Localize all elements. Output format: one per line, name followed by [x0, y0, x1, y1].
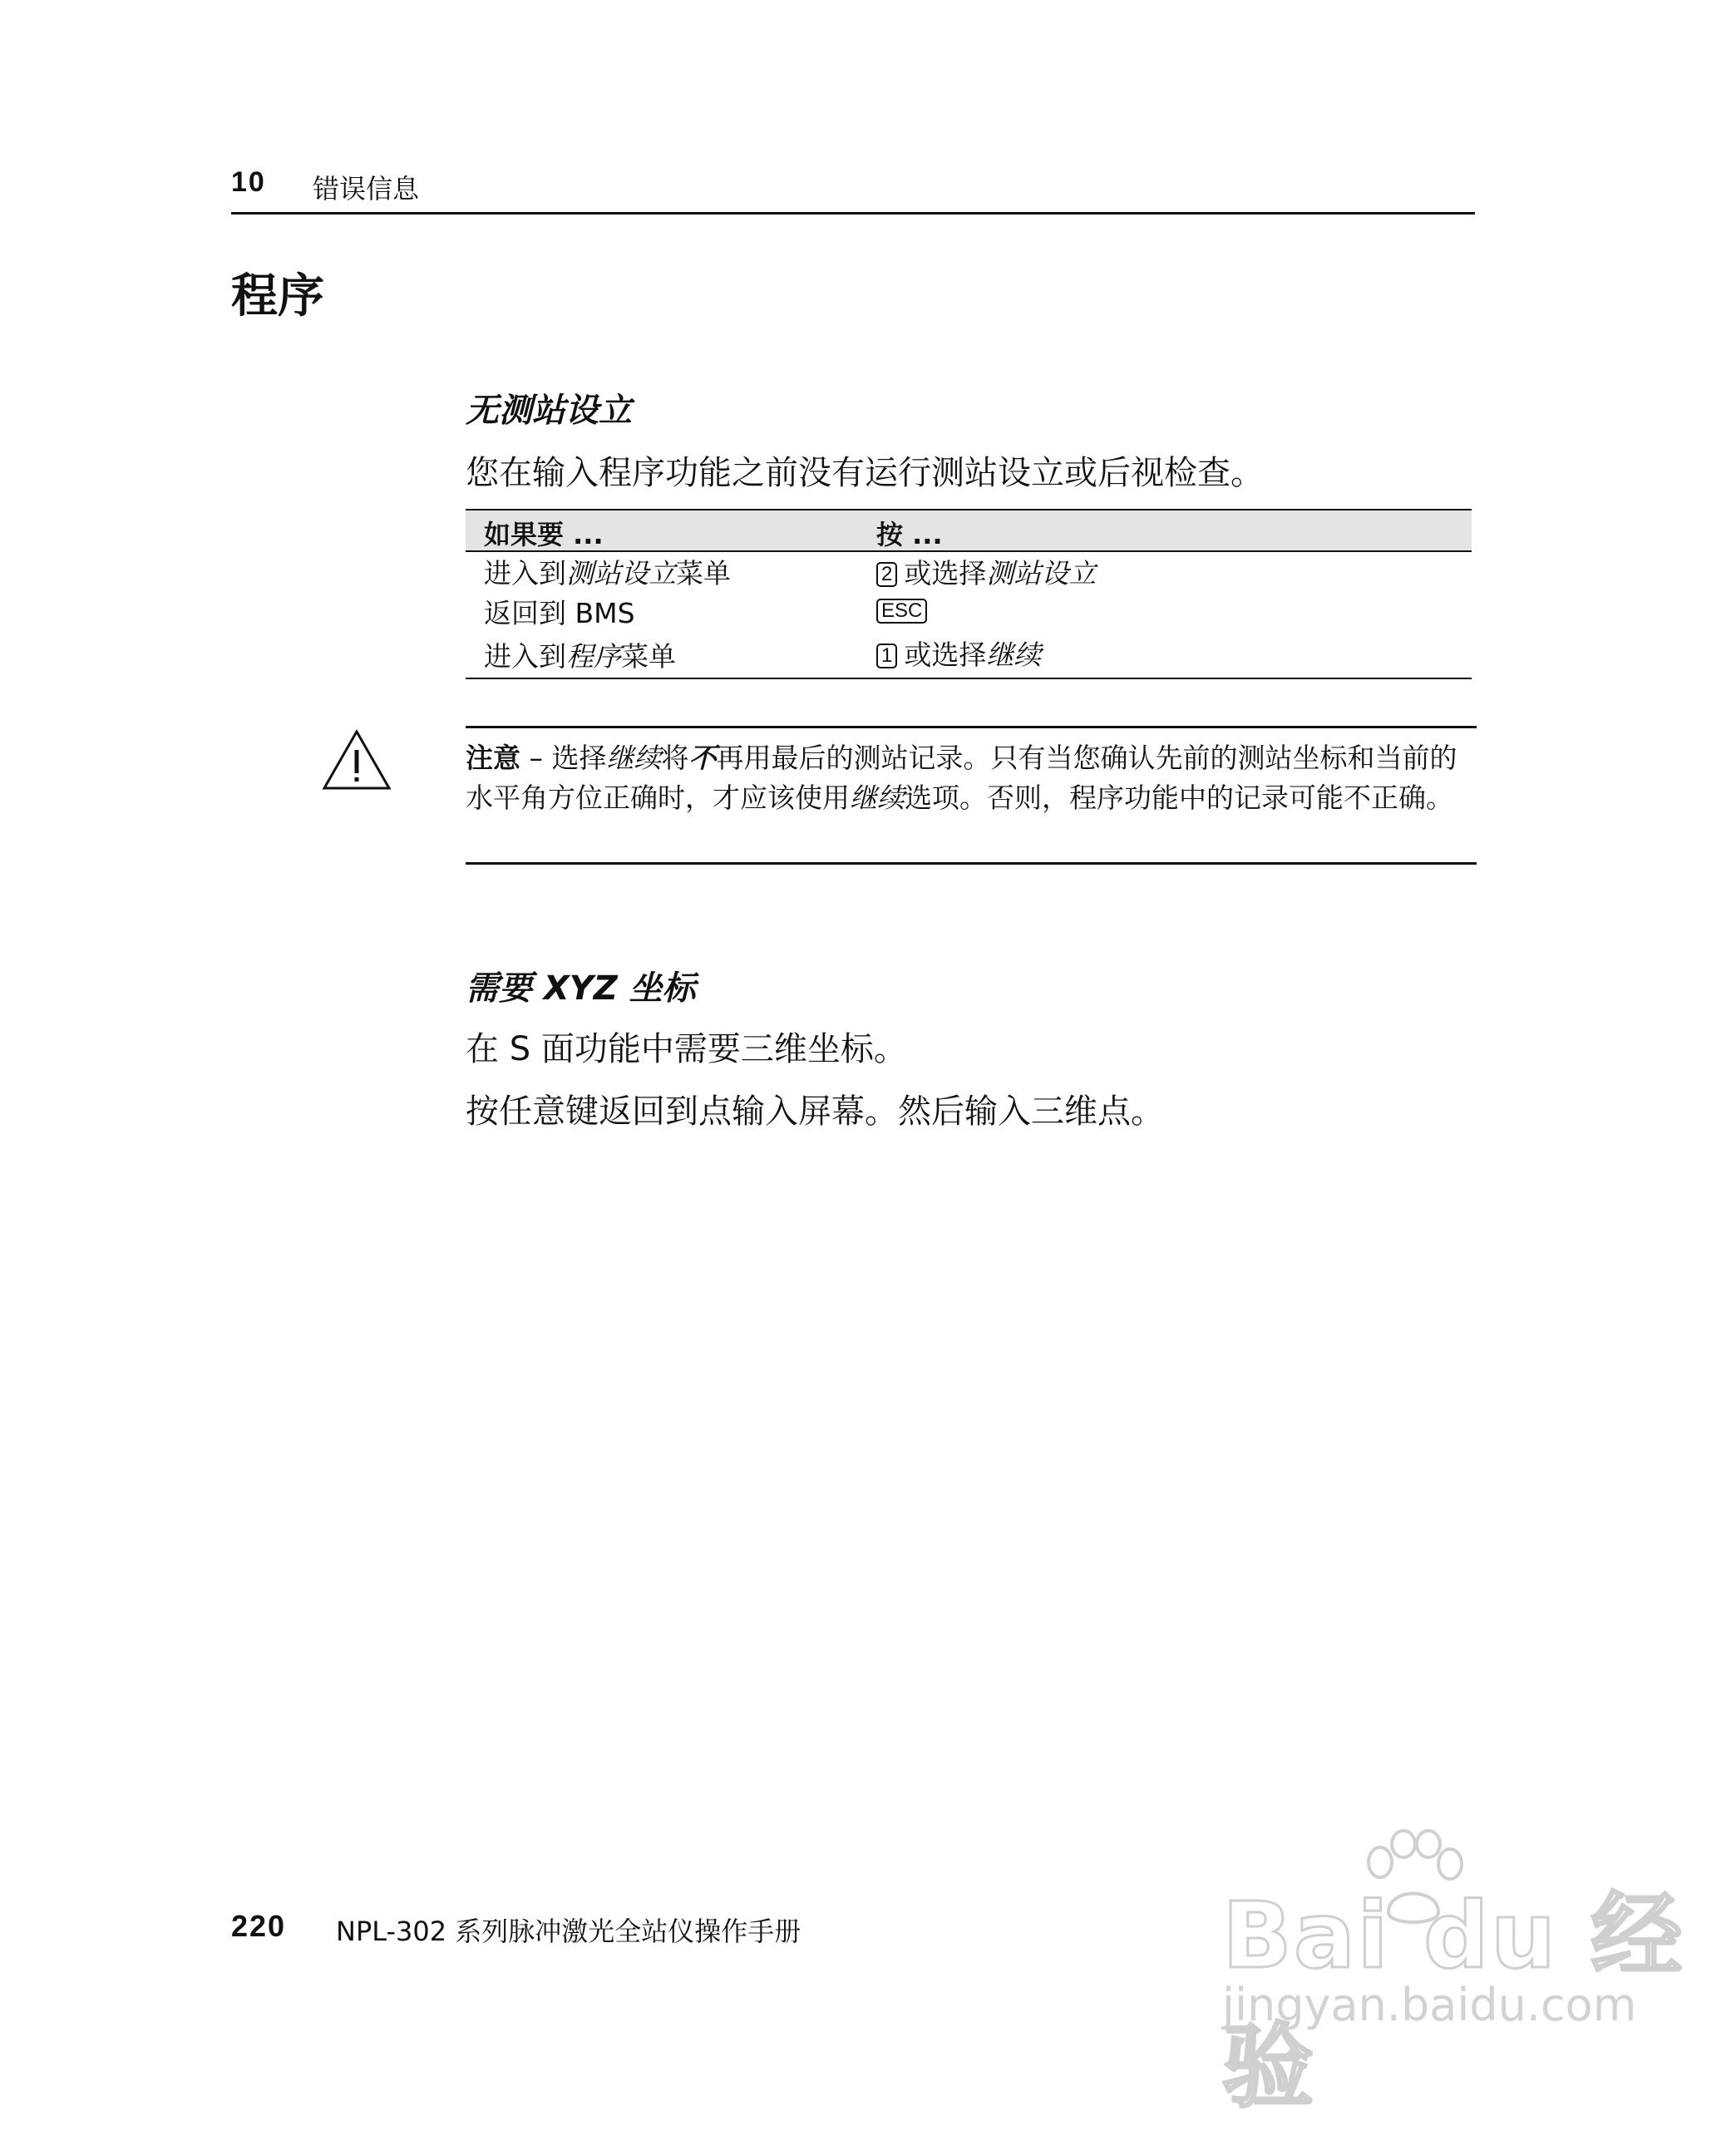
key-esc-icon: ESC [876, 599, 927, 624]
row3-press-text: 或选择 [904, 639, 987, 671]
note-italic-continue-1: 继续 [606, 742, 662, 774]
row1-press-text: 或选择 [904, 557, 987, 589]
table-row [484, 592, 635, 631]
note-bottom-rule [466, 862, 1477, 865]
note-mid2: 再用最后的测站记录。只有当您确认先前的测站坐标和当前的水平角方位正确时，才应该使用 [466, 742, 1457, 814]
note-italic-continue-2: 继续 [850, 782, 905, 814]
table-col2-header: 按 ... [876, 519, 943, 550]
row3-action-prefix: 进入到 [484, 640, 566, 673]
chapter-title: 错误信息 [313, 173, 420, 205]
xyz-line-2: 按任意键返回到点输入屏幕。然后输入三维点。 [466, 1092, 1164, 1131]
chapter-number: 10 [231, 166, 266, 198]
table-bottom-rule [466, 678, 1472, 679]
table-header-background [466, 510, 1472, 550]
note-mid1: 将 [661, 742, 689, 774]
xyz-line-1: 在 S 面功能中需要三维坐标。 [466, 1030, 907, 1068]
description-no-station-setup: 您在输入程序功能之前没有运行测站设立或后视检查。 [466, 454, 1264, 492]
subtitle-no-station-setup: 无测站设立 [466, 392, 632, 430]
row1-action-prefix: 进入到 [484, 557, 566, 589]
watermark-url: jingyan.baidu.com [1222, 1979, 1637, 2031]
row2-action-prefix: 返回到 BMS [484, 597, 635, 629]
table-col1-header: 如果要 ... [484, 519, 604, 550]
note-tail: 选项。否则，程序功能中的记录可能不正确。 [905, 782, 1453, 814]
table-row-press [876, 594, 934, 626]
row3-action-suffix: 菜单 [621, 640, 676, 673]
table-row-press [876, 634, 1041, 673]
row1-action-suffix: 菜单 [676, 557, 731, 589]
row1-press-italic: 测站设立 [986, 557, 1097, 589]
warning-triangle-icon [321, 728, 392, 791]
note-emphasis-not: 不 [688, 742, 717, 774]
key-1-icon: 1 [876, 644, 897, 668]
header-rule [231, 212, 1475, 215]
note-text [466, 738, 1480, 818]
table-row-press [876, 552, 1096, 591]
manual-title: NPL-302 系列脉冲激光全站仪操作手册 [336, 1916, 801, 1947]
row3-press-italic: 继续 [986, 639, 1042, 671]
table-row [484, 635, 676, 674]
row1-action-italic: 测站设立 [566, 557, 676, 589]
page-number: 220 [231, 1909, 287, 1943]
watermark-logo: Bai du 经验 [1222, 1882, 1684, 2120]
subtitle-xyz-coordinates: 需要 XYZ 坐标 [466, 969, 696, 1008]
table-row [484, 552, 731, 591]
section-title: 程序 [231, 269, 324, 323]
note-dash: – 选择 [520, 742, 607, 774]
note-top-rule [466, 726, 1477, 728]
table-top-rule [466, 509, 1472, 510]
row3-action-italic: 程序 [566, 640, 621, 673]
key-2-icon: 2 [876, 562, 897, 587]
note-label: 注意 [466, 742, 520, 774]
